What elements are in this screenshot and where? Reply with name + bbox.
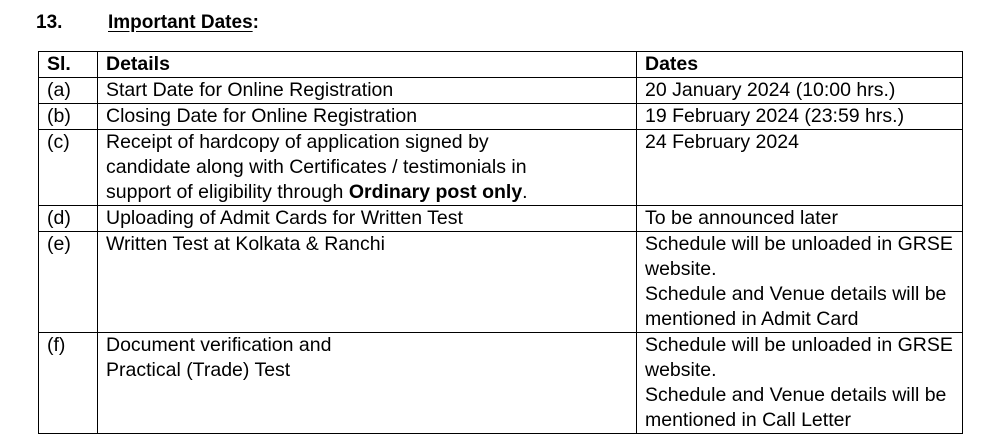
row-dates: To be announced later bbox=[637, 206, 963, 232]
details-line: Receipt of hardcopy of application signed by bbox=[106, 131, 489, 153]
row-dates: 24 February 2024 bbox=[637, 130, 963, 206]
section-number: 13. bbox=[36, 12, 63, 33]
header-details: Details bbox=[98, 52, 637, 78]
row-dates: 20 January 2024 (10:00 hrs.) bbox=[637, 78, 963, 104]
dates-line: Schedule and Venue details will be bbox=[645, 283, 947, 305]
dates-line: Schedule will be unloaded in GRSE bbox=[645, 334, 953, 356]
table-row bbox=[39, 333, 963, 434]
section-heading bbox=[36, 8, 259, 38]
details-text: support of eligibility through bbox=[106, 181, 349, 203]
section-title: Important Dates bbox=[108, 12, 253, 33]
row-sl: (d) bbox=[39, 206, 98, 232]
details-line: candidate along with Certificates / testimonials in bbox=[106, 156, 527, 178]
row-details bbox=[98, 333, 637, 434]
dates-line: mentioned in Call Letter bbox=[645, 409, 851, 431]
table-header-row bbox=[39, 52, 963, 78]
row-dates bbox=[637, 232, 963, 333]
row-dates bbox=[637, 333, 963, 434]
row-details bbox=[98, 130, 637, 206]
table-row bbox=[39, 78, 963, 104]
details-bold-text: Ordinary post only bbox=[348, 181, 523, 203]
row-sl: (a) bbox=[39, 78, 98, 104]
row-sl: (b) bbox=[39, 104, 98, 130]
table-row bbox=[39, 232, 963, 333]
header-sl: Sl. bbox=[39, 52, 98, 78]
row-details: Written Test at Kolkata & Ranchi bbox=[98, 232, 637, 333]
dates-line: Schedule and Venue details will be bbox=[645, 384, 947, 406]
table-row bbox=[39, 104, 963, 130]
row-dates: 19 February 2024 (23:59 hrs.) bbox=[637, 104, 963, 130]
details-line: Practical (Trade) Test bbox=[106, 359, 291, 381]
table-row bbox=[39, 206, 963, 232]
row-sl: (e) bbox=[39, 232, 98, 333]
dates-line: website. bbox=[645, 258, 717, 280]
row-sl: (f) bbox=[39, 333, 98, 434]
row-details: Closing Date for Online Registration bbox=[98, 104, 637, 130]
dates-line: Schedule will be unloaded in GRSE bbox=[645, 233, 953, 255]
details-line bbox=[106, 180, 636, 205]
dates-line: website. bbox=[645, 359, 717, 381]
row-sl: (c) bbox=[39, 130, 98, 206]
details-line: Document verification and bbox=[106, 334, 332, 356]
header-dates: Dates bbox=[637, 52, 963, 78]
dates-line: mentioned in Admit Card bbox=[645, 308, 859, 330]
important-dates-table bbox=[38, 51, 963, 434]
section-title-colon: : bbox=[252, 12, 259, 33]
row-details: Uploading of Admit Cards for Written Test bbox=[98, 206, 637, 232]
details-end-text: . bbox=[522, 181, 528, 203]
row-details: Start Date for Online Registration bbox=[98, 78, 637, 104]
table-row bbox=[39, 130, 963, 206]
